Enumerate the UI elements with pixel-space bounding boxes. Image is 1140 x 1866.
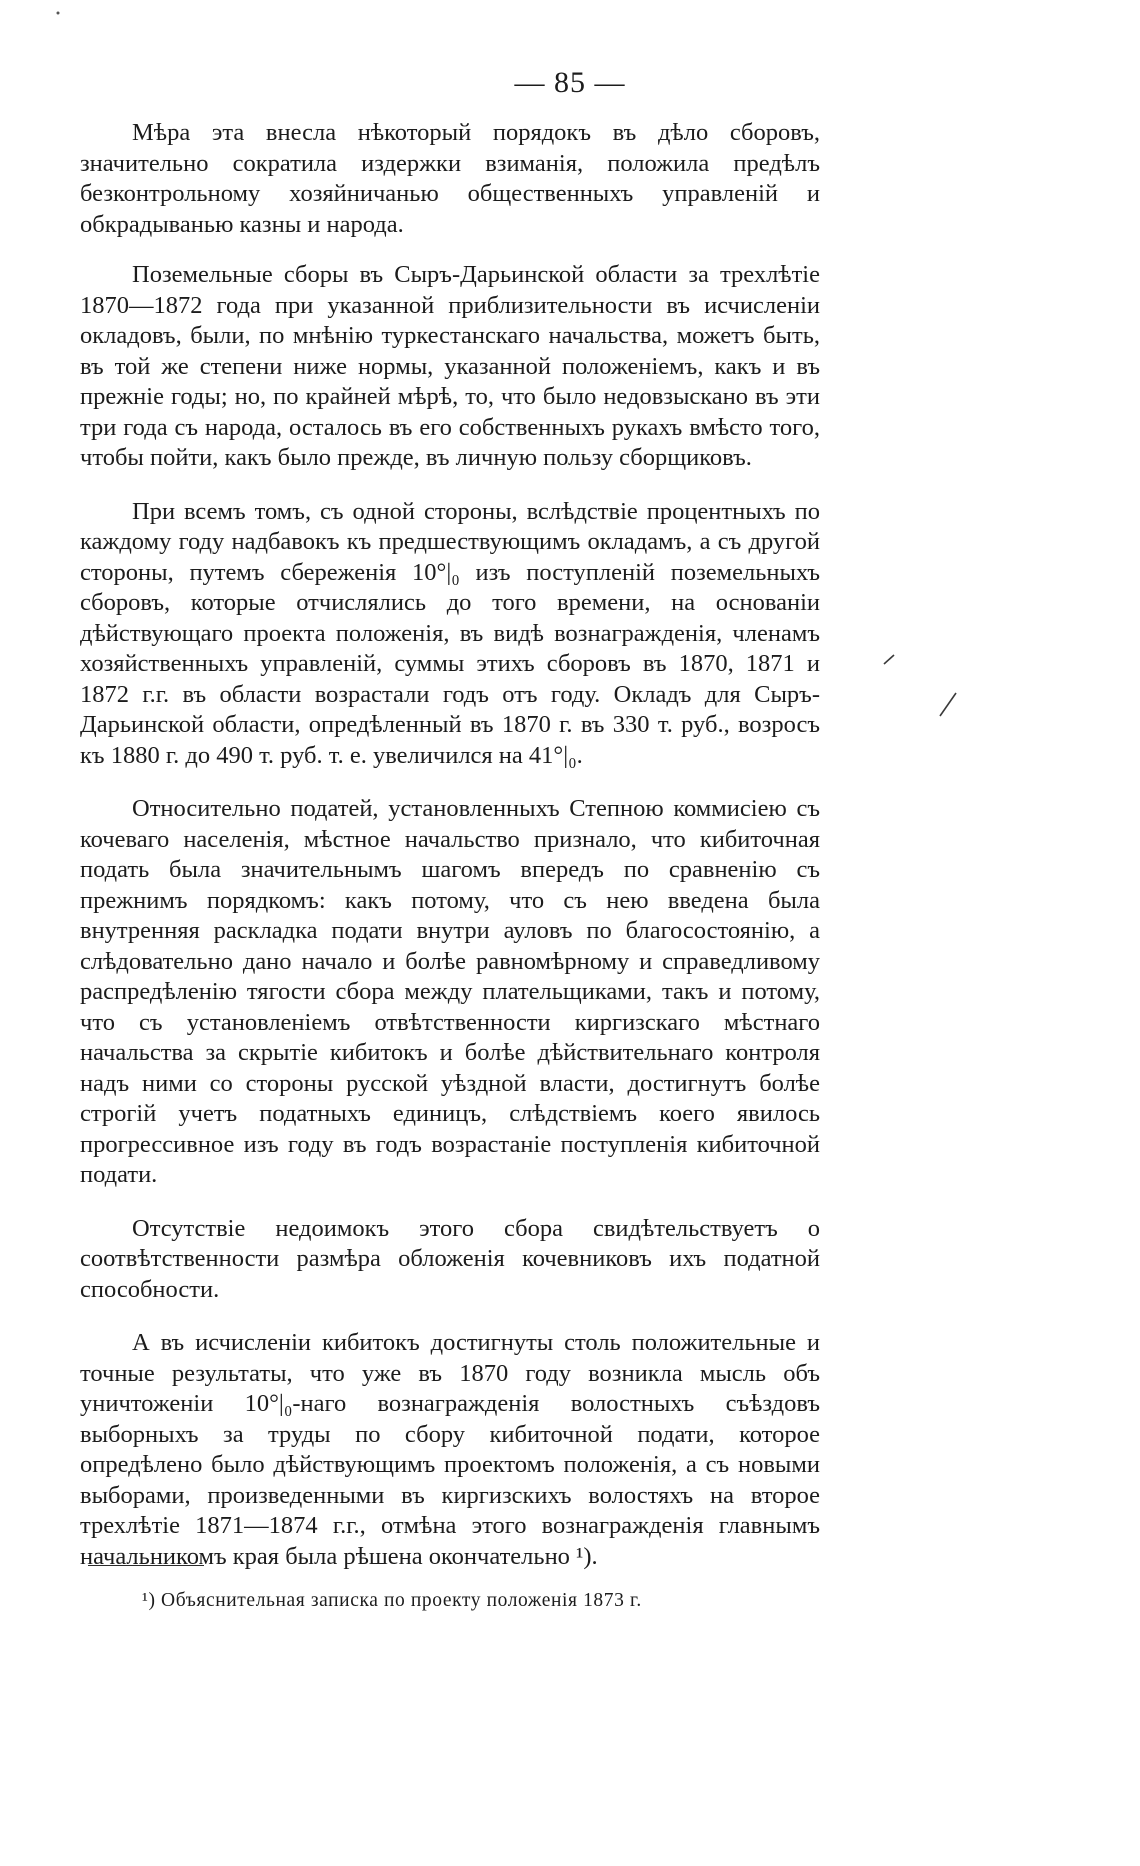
footnote-divider (88, 1565, 204, 1566)
pencil-mark (940, 693, 956, 716)
paragraph-1: Мѣра эта внесла нѣкоторый порядокъ въ дѣло сборовъ, значительно сократила издержки взиманія, положила предѣлъ безконтрольному хозяйничанью общественныхъ управленій и обкрадыванью казны и народа. (80, 119, 820, 238)
page-number: — 85 — (514, 66, 626, 99)
paragraph-5: Отсутствіе недоимокъ этого сбора свидѣтельствуетъ о соотвѣтственности размѣра обложенія кочевниковъ ихъ податной способности. (80, 1214, 820, 1303)
paragraph-6: А въ исчисленіи кибитокъ достигнуты столь положительные и точные результаты, что уже въ 1870 году возникла мысль объ уничтоженіи 10°|₀-наго вознагражденія волостныхъ съѣздовъ выборныхъ за труды по сбору кибиточной подати, которое опредѣлено было дѣйствующимъ проектомъ положенія, а съ новыми выборами, произведенными въ киргизскихъ волостяхъ на второе трехлѣтіе 1871—1874 г.г., отмѣна этого вознагражденія главнымъ начальникомъ края была рѣшена окончательно ¹). (80, 1329, 820, 1570)
body-text (80, 118, 820, 1595)
speck-mark (57, 12, 60, 15)
footnote: ¹) Объяснительная записка по проекту положенія 1873 г. (142, 1590, 642, 1611)
pencil-mark (884, 655, 894, 664)
paragraph-4: Относительно податей, установленныхъ Степною коммисіею съ кочеваго населенія, мѣстное начальство признало, что кибиточная подать была значительнымъ шагомъ впередъ по сравненію съ прежнимъ порядкомъ: какъ потому, что съ нею введена была внутренняя раскладка подати внутри ауловъ по благосостоянію, а слѣдовательно дано начало и болѣе равномѣрному и справедливому распредѣленію тягости сбора между плательщиками, такъ и потому, что съ установленіемъ отвѣтственности киргизскаго мѣстнаго начальства за скрытіе кибитокъ и болѣе дѣйствительнаго контроля надъ ними со стороны русской уѣздной власти, достигнутъ болѣе строгій учетъ податныхъ единицъ, слѣдствіемъ коего явилось прогрессивное изъ году въ годъ возрастаніе поступленія кибиточной подати. (80, 795, 820, 1188)
paragraph-2: Поземельные сборы въ Сыръ-Дарьинской области за трехлѣтіе 1870—1872 года при указанной приблизительности въ исчисленіи окладовъ, были, по мнѣнію туркестанскаго начальства, можетъ быть, въ той же степени ниже нормы, указанной положеніемъ, какъ и въ прежніе годы; но, по крайней мѣрѣ, то, что было недовзыскано въ эти три года съ народа, осталось въ его собственныхъ рукахъ вмѣсто того, чтобы пойти, какъ было прежде, въ личную пользу сборщиковъ. (80, 261, 820, 471)
paragraph-3: При всемъ томъ, съ одной стороны, вслѣдствіе процентныхъ по каждому году надбавокъ къ предшествующимъ окладамъ, а съ другой стороны, путемъ сбереженія 10°|₀ изъ поступленій поземельныхъ сборовъ, которые отчислялись до того времени, на основаніи дѣйствующаго проекта положенія, въ видѣ вознагражденія, членамъ хозяйственныхъ управленій, суммы этихъ сборовъ въ 1870, 1871 и 1872 г.г. въ области возрастали годъ отъ году. Окладъ для Сыръ-Дарьинской области, опредѣленный въ 1870 г. въ 330 т. руб., возросъ къ 1880 г. до 490 т. руб. т. е. увеличился на 41°|₀. (80, 497, 820, 769)
